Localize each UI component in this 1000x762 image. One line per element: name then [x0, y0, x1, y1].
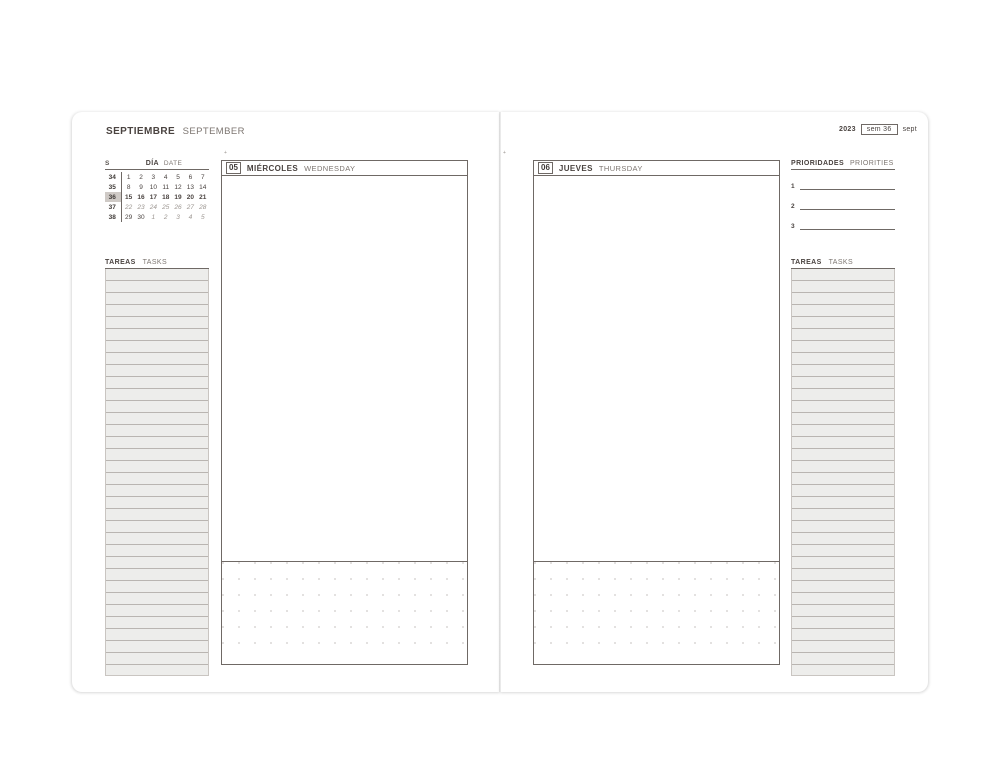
tasks-right-ruled-area[interactable] [791, 269, 895, 676]
mini-calendar-week-number: 37 [105, 202, 122, 212]
mini-calendar-week-row [105, 182, 209, 192]
mini-calendar-week-row [105, 192, 209, 202]
mini-calendar-day[interactable]: 21 [199, 193, 207, 201]
priority-write-line[interactable] [800, 220, 895, 230]
mini-calendar-day[interactable]: 13 [186, 183, 194, 191]
tasks-left-ruled-area[interactable] [105, 269, 209, 676]
spread-gutter [499, 112, 501, 692]
priority-row[interactable] [791, 180, 895, 190]
priorities-label-en: PRIORITIES [849, 160, 894, 167]
mini-calendar-day[interactable]: 16 [137, 193, 145, 201]
page-left [72, 112, 500, 692]
mini-calendar-day[interactable]: 18 [162, 193, 170, 201]
week-column-label: S [105, 160, 110, 167]
priority-row[interactable] [791, 220, 895, 230]
month-title-es: SEPTIEMBRE [106, 126, 176, 137]
month-abbr-label: sept [902, 126, 917, 133]
mini-calendar-week-number: 38 [105, 212, 122, 222]
priorities-section [791, 160, 895, 230]
mini-calendar-day[interactable]: 15 [125, 193, 133, 201]
tasks-right-label-en: TASKS [828, 259, 854, 266]
mini-calendar-day[interactable]: 23 [137, 203, 145, 211]
priority-number: 1 [791, 183, 795, 190]
day-right-dotgrid[interactable] [534, 561, 779, 655]
tasks-left-label-es: TAREAS [105, 259, 136, 266]
mini-calendar-day[interactable]: 24 [149, 203, 157, 211]
tasks-left-label-en: TASKS [142, 259, 168, 266]
mini-calendar-day[interactable]: 1 [151, 213, 156, 221]
mini-calendar-day[interactable]: 30 [137, 213, 145, 221]
day-left-number: 05 [226, 162, 241, 174]
mini-calendar-day[interactable]: 4 [188, 213, 193, 221]
mini-calendar-day[interactable]: 8 [126, 183, 131, 191]
day-left-dotgrid[interactable] [222, 561, 467, 655]
registration-mark-right: + [503, 150, 506, 156]
priority-number: 2 [791, 203, 795, 210]
mini-calendar-week-row [105, 212, 209, 222]
mini-calendar-week-number: 35 [105, 182, 122, 192]
mini-calendar-day[interactable]: 20 [186, 193, 194, 201]
mini-calendar-day[interactable]: 5 [176, 173, 180, 181]
date-label-en: DATE [163, 160, 183, 167]
tasks-section-right [791, 259, 895, 676]
tasks-right-label-es: TAREAS [791, 259, 822, 266]
mini-calendar-day[interactable]: 2 [163, 213, 168, 221]
mini-calendar-day[interactable]: 3 [176, 213, 180, 221]
mini-calendar-week-row [105, 172, 209, 182]
priority-row[interactable] [791, 200, 895, 210]
mini-calendar-day[interactable]: 22 [125, 203, 133, 211]
mini-calendar-title [105, 160, 209, 170]
mini-calendar-day[interactable]: 9 [139, 183, 143, 191]
mini-calendar-day[interactable]: 11 [162, 183, 170, 191]
year-week-badge [839, 124, 917, 135]
mini-calendar-week-number: 36 [105, 192, 122, 202]
mini-calendar-day[interactable]: 17 [149, 193, 157, 201]
week-number-box: sem 36 [861, 124, 898, 135]
priority-write-line[interactable] [800, 180, 895, 190]
mini-calendar-day[interactable]: 12 [174, 183, 182, 191]
page-right [500, 112, 928, 692]
mini-calendar-week-number: 34 [105, 172, 122, 182]
date-label-es: DÍA [145, 160, 159, 167]
mini-calendar-day[interactable]: 25 [162, 203, 170, 211]
day-panel-wednesday [221, 160, 468, 665]
priorities-label-es: PRIORIDADES [791, 160, 845, 167]
mini-calendar-day[interactable]: 3 [151, 173, 156, 181]
day-right-name-es: JUEVES [558, 163, 593, 173]
month-title-en: SEPTEMBER [182, 126, 245, 137]
mini-calendar-day[interactable]: 27 [186, 203, 194, 211]
tasks-left-header [105, 259, 209, 269]
mini-calendar-day[interactable]: 19 [174, 193, 182, 201]
mini-calendar-day[interactable]: 7 [200, 173, 205, 181]
mini-calendar-day[interactable]: 2 [139, 173, 143, 181]
day-panel-thursday [533, 160, 780, 665]
year-label: 2023 [839, 126, 856, 133]
day-left-header [222, 161, 467, 176]
tasks-right-header [791, 259, 895, 269]
mini-calendar-week-row [105, 202, 209, 212]
registration-mark-left: + [224, 150, 227, 156]
priorities-header [791, 160, 895, 170]
day-right-name-en: THURSDAY [598, 163, 643, 173]
month-title [106, 126, 245, 137]
mini-calendar-day[interactable]: 5 [200, 213, 205, 221]
day-right-header [534, 161, 779, 176]
mini-calendar-day[interactable]: 29 [125, 213, 133, 221]
mini-calendar-day[interactable]: 26 [174, 203, 182, 211]
day-right-number: 06 [538, 162, 553, 174]
mini-calendar-day[interactable]: 28 [199, 203, 207, 211]
priority-write-line[interactable] [800, 200, 895, 210]
mini-calendar-day[interactable]: 1 [126, 173, 131, 181]
day-left-name-en: WEDNESDAY [304, 163, 356, 173]
mini-calendar [105, 160, 209, 222]
mini-calendar-day[interactable]: 10 [149, 183, 157, 191]
mini-calendar-day[interactable]: 4 [163, 173, 168, 181]
day-left-name-es: MIÉRCOLES [246, 163, 299, 173]
day-left-notes-area[interactable] [222, 176, 467, 561]
day-right-notes-area[interactable] [534, 176, 779, 561]
mini-calendar-day[interactable]: 14 [199, 183, 207, 191]
tasks-section-left [105, 259, 209, 676]
mini-calendar-day[interactable]: 6 [188, 173, 193, 181]
mini-calendar-grid [105, 172, 209, 222]
priority-number: 3 [791, 223, 795, 230]
date-label [119, 160, 209, 167]
